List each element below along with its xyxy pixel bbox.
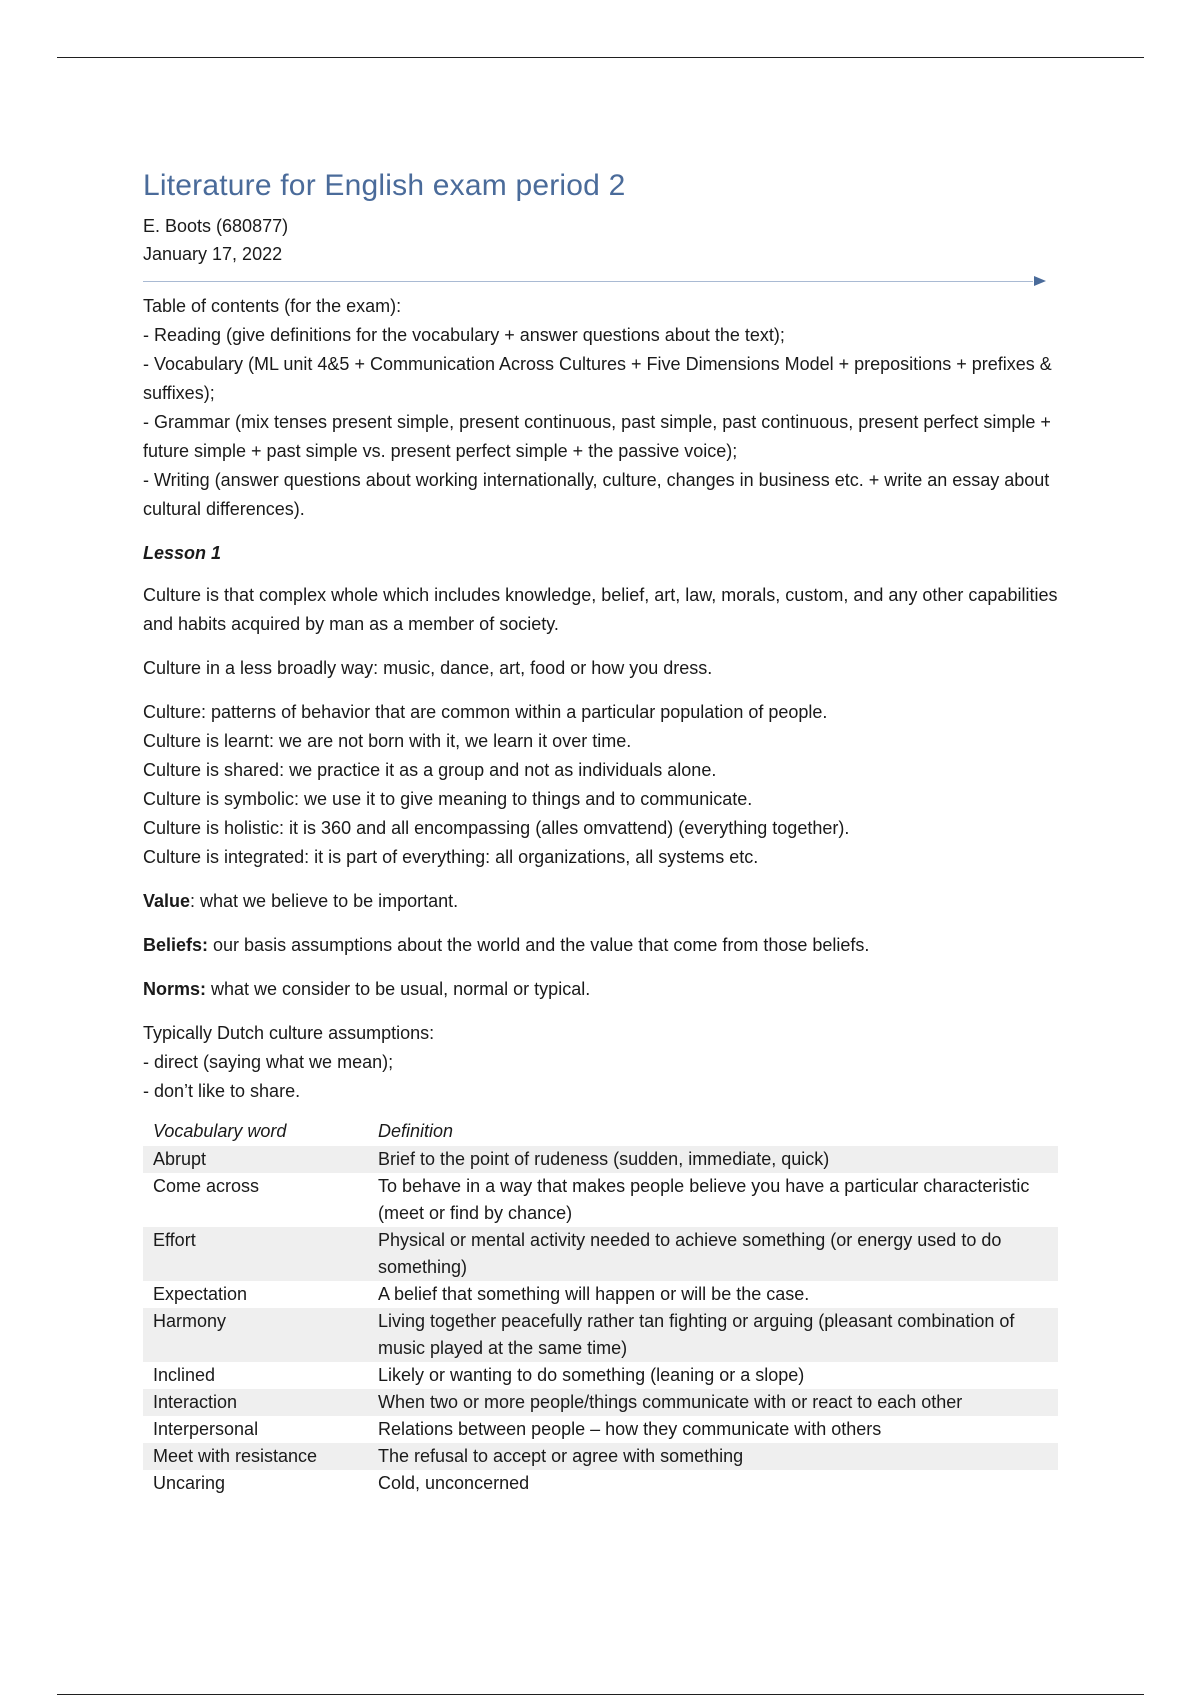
column-header-word: Vocabulary word [153,1121,287,1141]
culture-broad-definition: Culture in a less broadly way: music, dance, art, food or how you dress. [143,658,713,678]
value-definition [143,887,1058,916]
date-line: January 17, 2022 [143,244,283,264]
dutch-item: - direct (saying what we mean); [143,1052,394,1072]
vocab-definition: A belief that something will happen or will be the case. [378,1284,810,1304]
vocabulary-table [143,1116,1058,1497]
culture-characteristics [143,698,1058,872]
norms-term: Norms: [143,979,207,999]
dutch-item: - don’t like to share. [143,1081,301,1101]
divider-line [143,281,1033,282]
vocab-definition: The refusal to accept or agree with something [368,1443,1058,1470]
toc-item-writing: - Writing (answer questions about working internationally, culture, changes in business etc. + write an essay about cultural differences). [143,470,1050,519]
dutch-assumptions [143,1019,1058,1106]
vocab-definition: To behave in a way that makes people believe you have a particular characteristic (meet or find by chance) [378,1176,1030,1223]
culture-line: Culture: patterns of behavior that are common within a particular population of people. [143,702,828,722]
vocab-word: Come across [153,1176,260,1196]
toc-item-grammar: - Grammar (mix tenses present simple, present continuous, past simple, past continuous, present perfect simple + future simple + past simple vs. present perfect simple + the passive voice); [143,412,1051,461]
table-row [143,1362,1058,1389]
author-line: E. Boots (680877) [143,216,289,236]
culture-definition: Culture is that complex whole which includes knowledge, belief, art, law, morals, custom, and any other capabilities and habits acquired by man as a member of society. [143,585,1058,634]
table-row [143,1308,1058,1362]
lesson-heading: Lesson 1 [143,543,222,563]
table-row [143,1470,1058,1497]
culture-line: Culture is integrated: it is part of everything: all organizations, all systems etc. [143,847,759,867]
dutch-heading: Typically Dutch culture assumptions: [143,1023,435,1043]
norms-definition [143,975,1058,1004]
culture-line: Culture is shared: we practice it as a group and not as individuals alone. [143,760,717,780]
table-row [143,1416,1058,1443]
table-row [143,1281,1058,1308]
vocab-definition: Brief to the point of rudeness (sudden, immediate, quick) [368,1146,1058,1173]
vocab-definition: Cold, unconcerned [378,1473,530,1493]
vocab-word: Harmony [143,1308,368,1362]
vocab-definition: When two or more people/things communicate with or react to each other [368,1389,1058,1416]
vocab-definition: Living together peacefully rather tan fighting or arguing (pleasant combination of music played at the same time) [368,1308,1058,1362]
vocab-definition: Relations between people – how they communicate with others [378,1419,882,1439]
vocab-definition: Likely or wanting to do something (leaning or a slope) [378,1365,805,1385]
vocab-word: Meet with resistance [143,1443,368,1470]
table-row [143,1173,1058,1227]
header-rule [57,57,1144,58]
beliefs-definition [143,931,1058,960]
vocab-word: Interpersonal [153,1419,259,1439]
table-row [143,1227,1058,1281]
beliefs-text: our basis assumptions about the world and the value that come from those beliefs. [208,935,870,955]
value-term: Value [143,891,191,911]
document-title: Literature for English exam period 2 [143,169,626,202]
footer-rule [57,1694,1144,1695]
table-row [143,1443,1058,1470]
beliefs-term: Beliefs: [143,935,209,955]
vocab-word: Interaction [143,1389,368,1416]
toc-item-vocabulary: - Vocabulary (ML unit 4&5 + Communication Across Cultures + Five Dimensions Model + prepositions + prefixes & suffixes); [143,354,1052,403]
norms-text: what we consider to be usual, normal or typical. [206,979,591,999]
title-divider [143,272,1046,292]
culture-line: Culture is symbolic: we use it to give meaning to things and to communicate. [143,789,753,809]
arrow-right-icon [1034,276,1046,286]
vocab-word: Inclined [153,1365,216,1385]
table-row [143,1146,1058,1173]
document-page [143,168,1058,1497]
table-of-contents [143,292,1058,524]
vocab-word: Expectation [153,1284,248,1304]
table-row [143,1389,1058,1416]
vocab-word: Effort [143,1227,368,1281]
table-header-row [143,1116,1058,1146]
toc-heading: Table of contents (for the exam): [143,296,402,316]
vocab-word: Abrupt [143,1146,368,1173]
value-text: : what we believe to be important. [190,891,459,911]
vocab-definition: Physical or mental activity needed to achieve something (or energy used to do something) [368,1227,1058,1281]
toc-item-reading: - Reading (give definitions for the vocabulary + answer questions about the text); [143,325,785,345]
culture-line: Culture is holistic: it is 360 and all encompassing (alles omvattend) (everything together). [143,818,850,838]
culture-line: Culture is learnt: we are not born with it, we learn it over time. [143,731,632,751]
vocab-word: Uncaring [153,1473,226,1493]
column-header-definition: Definition [378,1121,454,1141]
